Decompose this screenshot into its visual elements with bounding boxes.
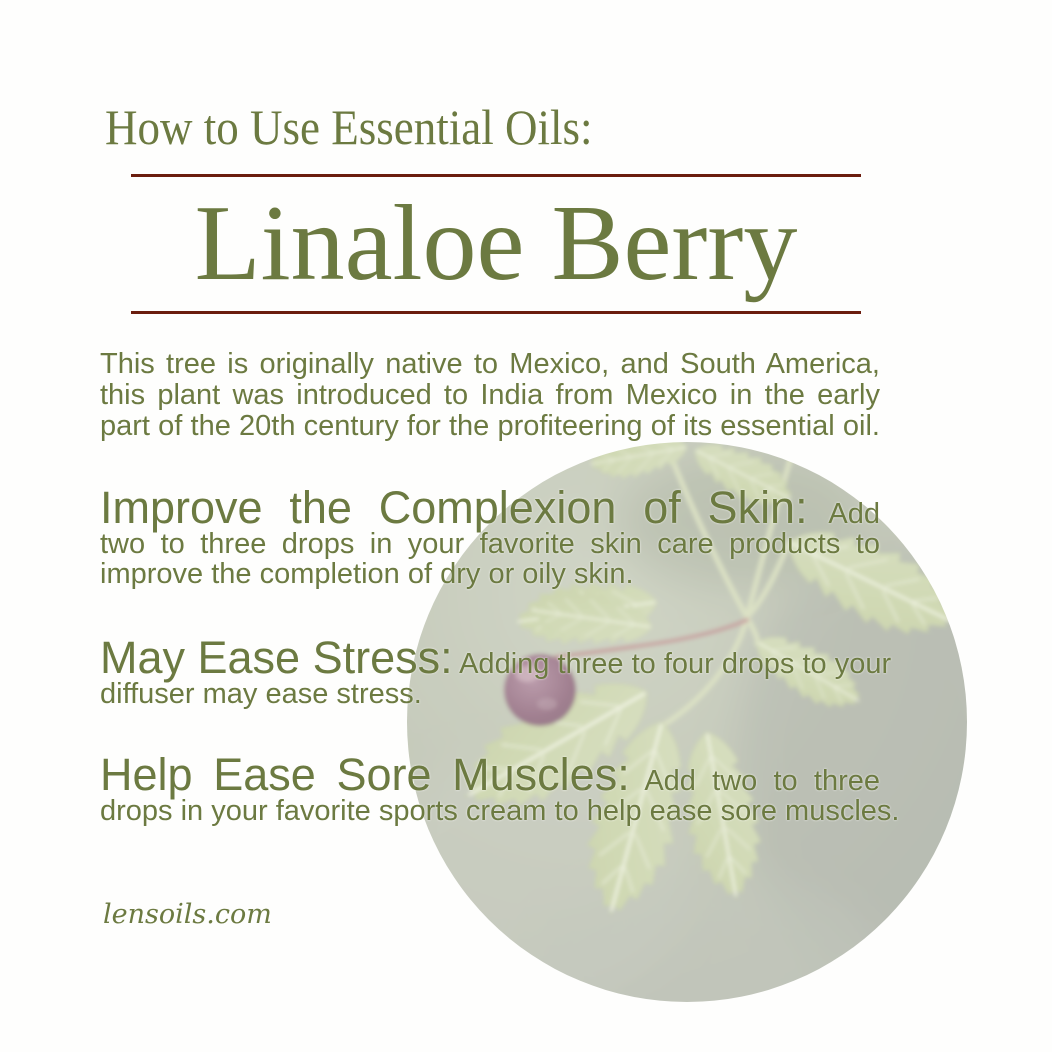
- top-rule: [131, 174, 861, 177]
- section-body-runin: Add two to three: [644, 765, 880, 797]
- intro-line: This tree is originally native to Mexico, and South America,: [100, 348, 880, 380]
- section-heading-line: [100, 749, 880, 800]
- section-improve-complexion: [100, 482, 880, 590]
- section-heading: Improve the Complexion of Skin:: [100, 482, 808, 533]
- section-ease-stress: [100, 632, 892, 710]
- page-kicker: How to Use Essential Oils:: [105, 99, 593, 155]
- section-body-runin: Add: [828, 498, 880, 530]
- section-heading: May Ease Stress:: [100, 632, 453, 683]
- section-body-runin: Adding three to four drops to your: [459, 648, 892, 680]
- section-body-line: two to three drops in your favorite skin care products to: [100, 528, 880, 560]
- section-body-line: improve the completion of dry or oily skin.: [100, 558, 634, 590]
- website-text: lensoils.com: [103, 899, 272, 930]
- intro-line: this plant was introduced to India from Mexico in the early: [100, 379, 880, 411]
- page-title: Linaloe Berry: [194, 184, 798, 303]
- intro-line: part of the 20th century for the profiteering of its essential oil.: [100, 410, 880, 442]
- section-sore-muscles: [100, 749, 900, 827]
- section-heading-line: [100, 482, 880, 533]
- section-heading-line: [100, 632, 892, 683]
- intro-paragraph: [100, 349, 880, 442]
- section-body-line: diffuser may ease stress.: [100, 678, 422, 710]
- section-body-line: drops in your favorite sports cream to help ease sore muscles.: [100, 795, 900, 827]
- bottom-rule: [131, 311, 861, 314]
- section-heading: Help Ease Sore Muscles:: [100, 749, 630, 800]
